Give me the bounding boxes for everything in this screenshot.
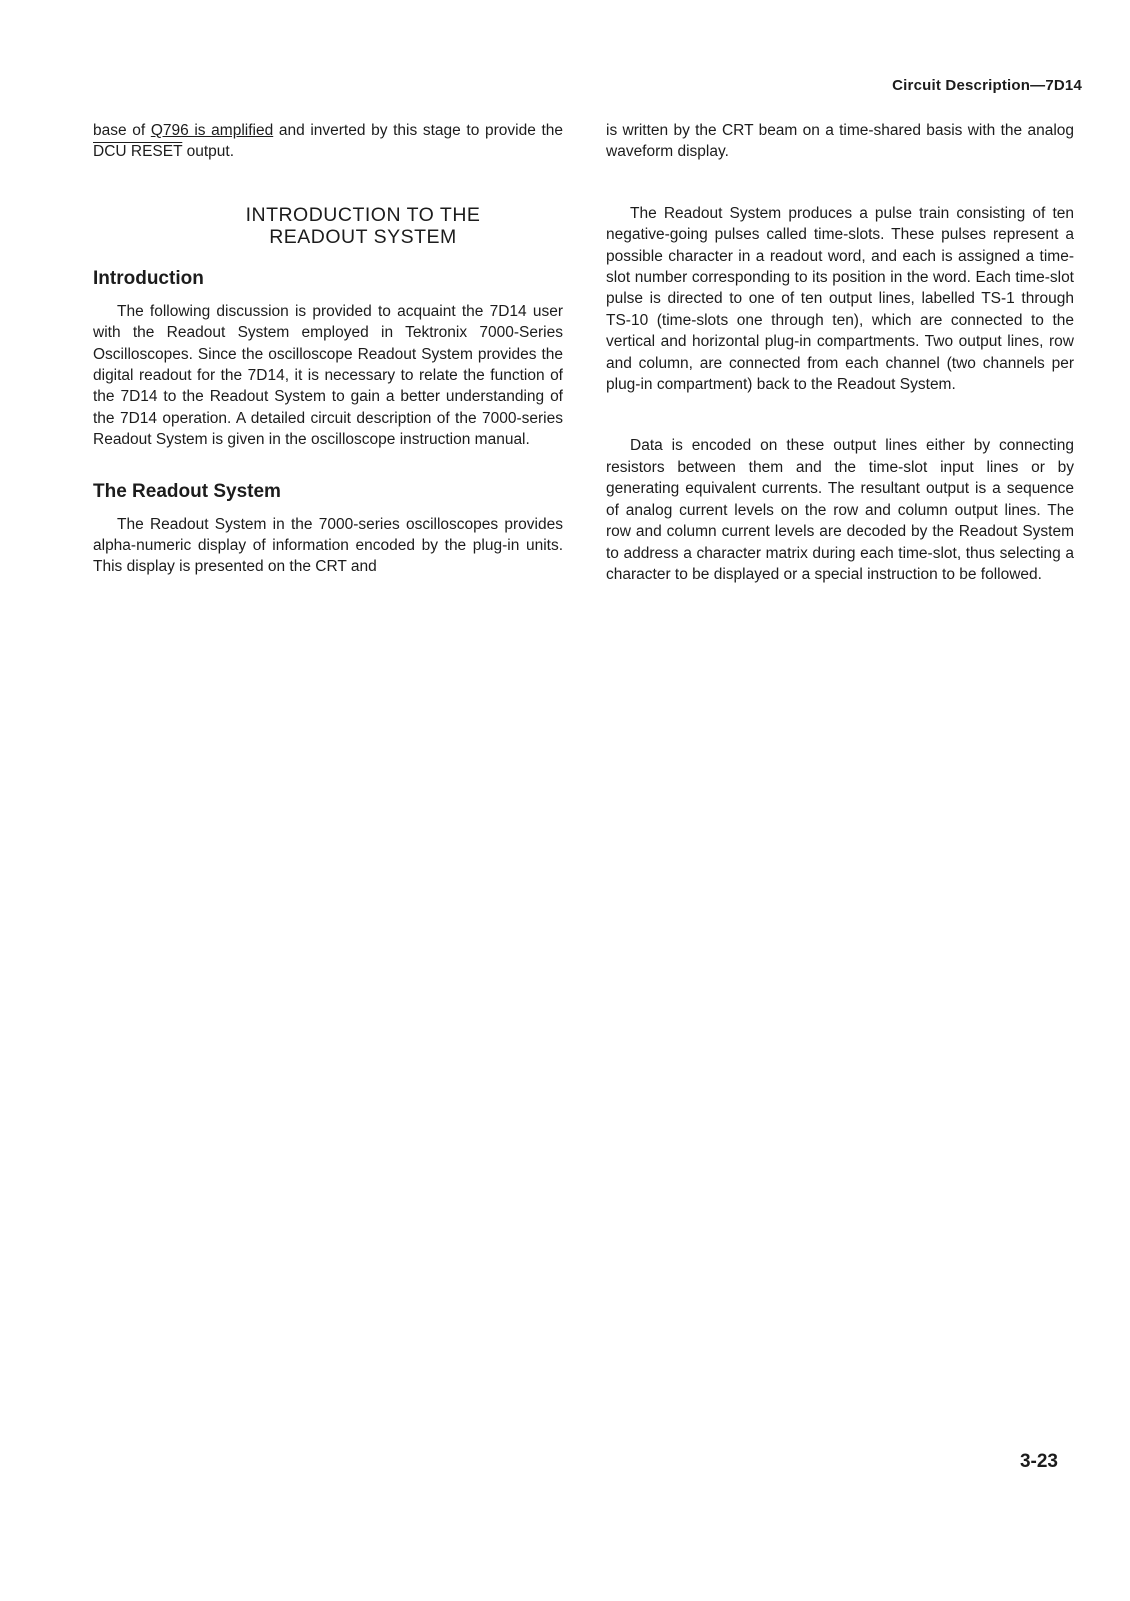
section-title-line-2: READOUT SYSTEM bbox=[269, 225, 457, 248]
page-number: 3-23 bbox=[1019, 1451, 1058, 1472]
carryover-text-1: base of bbox=[93, 122, 151, 139]
section-title bbox=[93, 204, 563, 248]
left-column bbox=[93, 120, 563, 578]
q796-reference: Q796 is amplified bbox=[150, 122, 274, 139]
readout-system-heading: The Readout System bbox=[93, 480, 281, 502]
carryover-text-3: output. bbox=[182, 143, 235, 161]
continuation-paragraph: is written by the CRT beam on a time-shared basis with the analog waveform display. bbox=[606, 122, 1074, 161]
readout-system-paragraph: The Readout System in the 7000-series oscilloscopes provides alpha-numeric display of information encoded by the plug-in units. This display is presented on the CRT and bbox=[93, 515, 563, 576]
carryover-paragraph bbox=[93, 120, 563, 163]
introduction-paragraph: The following discussion is provided to acquaint the 7D14 user with the Readout System employed in Tektronix 7000-Series Oscilloscopes. Since the oscilloscope Readout System provides the digital readout for the 7D14, it is necessary to relate the function of the 7D14 to the Readout System to gain a better understanding of the 7D14 operation. A detailed circuit description of the 7000-series Readout System is given in the oscilloscope instruction manual. bbox=[93, 302, 563, 449]
running-header: Circuit Description—7D14 bbox=[892, 77, 1082, 94]
timeslot-paragraph: The Readout System produces a pulse train consisting of ten negative-going pulses called time-slots. These pulses represent a possible character in a readout word, and each is assigned a time-slot number corresponding to its position in the word. Each time-slot pulse is directed to one of ten output lines, labelled TS-1 through TS-10 (time-slots one through ten), which are connected to the vertical and horizontal plug-in compartments. Two output lines, row and column, are connected from each channel (two channels per plug-in compartment) back to the Readout System. bbox=[606, 204, 1074, 394]
introduction-heading: Introduction bbox=[93, 267, 204, 289]
encoding-paragraph: Data is encoded on these output lines either by connecting resistors between them and the time-slot input lines or by generating equivalent currents. The resultant output is a sequence of analog current levels on the row and column output lines. The row and column current levels are decoded by the Readout System to address a character matrix during each time-slot, thus selecting a character to be displayed or a special instruction to be followed. bbox=[606, 437, 1074, 583]
right-column bbox=[606, 120, 1074, 585]
carryover-text-2: and inverted by this stage to provide the bbox=[273, 122, 563, 139]
dcu-reset-signal: DCU RESET bbox=[93, 143, 183, 161]
section-title-line-1: INTRODUCTION TO THE bbox=[245, 203, 481, 226]
